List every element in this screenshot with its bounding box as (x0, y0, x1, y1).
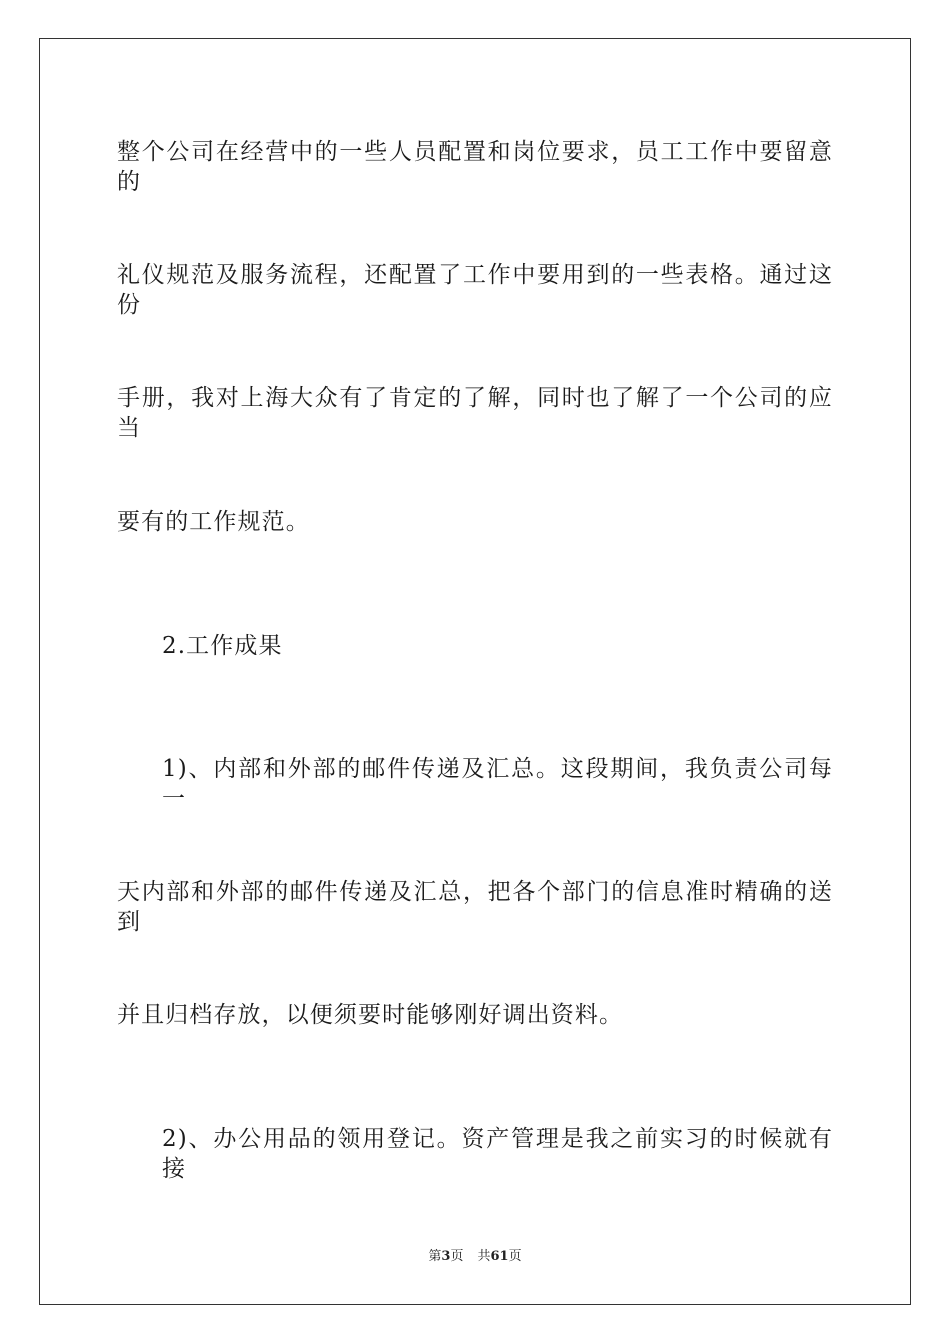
footer-total-prefix: 共 (477, 1249, 491, 1264)
page-border (39, 38, 911, 1305)
footer-page-suffix: 页 (450, 1249, 464, 1264)
text-line-9: 2)、办公用品的领用登记。资产管理是我之前实习的时候就有接 (162, 1126, 833, 1182)
section-heading: 2.工作成果 (162, 633, 283, 659)
text-line-7: 天内部和外部的邮件传递及汇总，把各个部门的信息准时精确的送到 (117, 879, 833, 935)
text-line-3: 手册，我对上海大众有了肯定的了解，同时也了解了一个公司的应当 (117, 385, 833, 441)
footer-page-prefix: 第 (428, 1249, 442, 1264)
text-line-4: 要有的工作规范。 (117, 509, 310, 535)
page-footer (0, 1248, 950, 1266)
text-line-6: 1)、内部和外部的邮件传递及汇总。这段期间，我负责公司每一 (162, 756, 833, 812)
footer-total-suffix: 页 (508, 1249, 522, 1264)
footer-page-number: 3 (441, 1249, 451, 1264)
text-line-8: 并且归档存放，以便须要时能够刚好调出资料。 (117, 1002, 624, 1028)
text-line-1: 整个公司在经营中的一些人员配置和岗位要求，员工工作中要留意的 (117, 139, 833, 195)
text-line-2: 礼仪规范及服务流程，还配置了工作中要用到的一些表格。通过这份 (117, 262, 833, 318)
footer-total-pages: 61 (490, 1249, 509, 1264)
